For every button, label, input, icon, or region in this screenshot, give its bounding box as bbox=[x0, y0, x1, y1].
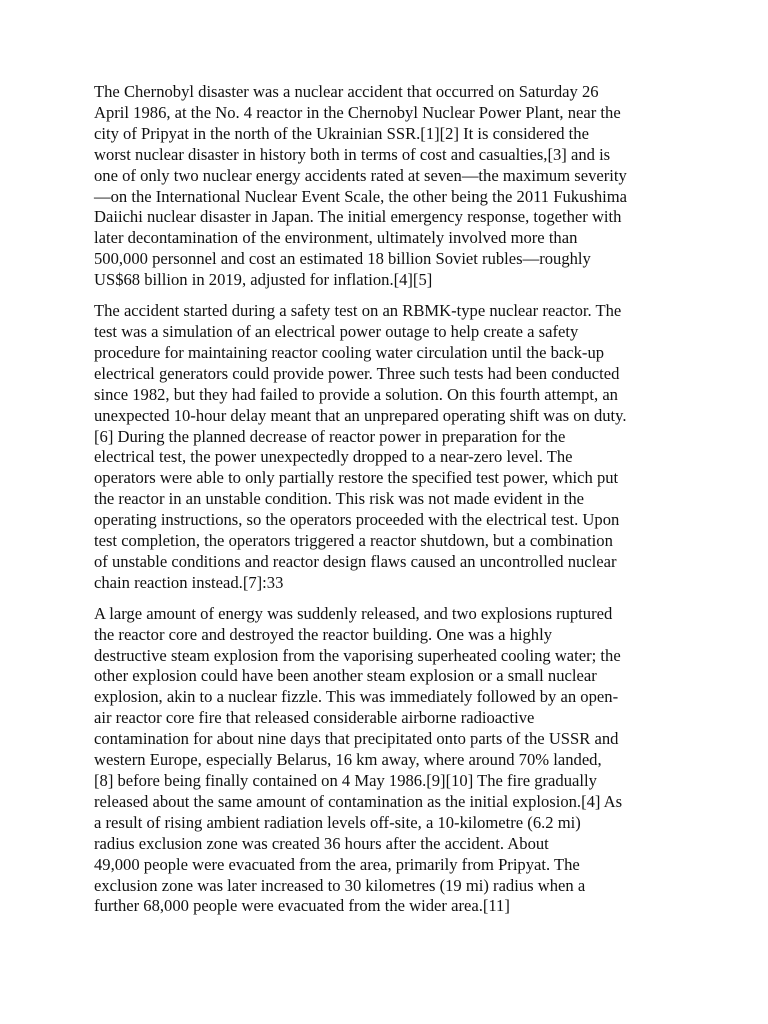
text-line: of unstable conditions and reactor design flaws caused an uncontrolled nuclear bbox=[94, 551, 617, 571]
text-line: since 1982, but they had failed to provide a solution. On this fourth attempt, an bbox=[94, 384, 618, 404]
text-line: later decontamination of the environment, ultimately involved more than bbox=[94, 228, 578, 248]
text-line: electrical test, the power unexpectedly dropped to a near-zero level. The bbox=[94, 447, 573, 467]
text-line: [8] before being finally contained on 4 May 1986.[9][10] The fire gradually bbox=[94, 771, 597, 790]
text-line: procedure for maintaining reactor cooling water circulation until the back-up bbox=[94, 342, 605, 362]
text-line: operators were able to only partially restore the specified test power, which put bbox=[94, 468, 619, 488]
text-line: radius exclusion zone was created 36 hours after the accident. About bbox=[94, 833, 549, 853]
text-line: a result of rising ambient radiation levels off-site, a 10-kilometre (6.2 mi) bbox=[94, 812, 581, 832]
text-line: 49,000 people were evacuated from the area, primarily from Pripyat. The bbox=[94, 854, 580, 874]
text-line: air reactor core fire that released considerable airborne radioactive bbox=[94, 708, 535, 728]
text-line: exclusion zone was later increased to 30 kilometres (19 mi) radius when a bbox=[94, 875, 586, 895]
text-line: chain reaction instead.[7]:33 bbox=[94, 572, 284, 592]
text-line: worst nuclear disaster in history both in terms of cost and casualties,[3] and is bbox=[94, 144, 611, 164]
text-line: [6] During the planned decrease of reactor power in preparation for the bbox=[94, 426, 566, 446]
text-line: test completion, the operators triggered a reactor shutdown, but a combination bbox=[94, 531, 613, 551]
text-line: The accident started during a safety test on an RBMK-type nuclear reactor. The bbox=[94, 301, 622, 321]
text-line: explosion, akin to a nuclear fizzle. This was immediately followed by an open- bbox=[94, 687, 619, 707]
text-line: further 68,000 people were evacuated from the wider area.[11] bbox=[94, 896, 510, 916]
text-line: other explosion could have been another steam explosion or a small nuclear bbox=[94, 666, 597, 686]
text-line: the reactor core and destroyed the reactor building. One was a highly bbox=[94, 624, 552, 644]
document-page bbox=[94, 82, 714, 927]
text-line: Daiichi nuclear disaster in Japan. The initial emergency response, together with bbox=[94, 207, 622, 227]
paragraph-2 bbox=[94, 301, 714, 594]
text-line: April 1986, at the No. 4 reactor in the Chernobyl Nuclear Power Plant, near the bbox=[94, 102, 621, 122]
text-line: The Chernobyl disaster was a nuclear accident that occurred on Saturday 26 bbox=[94, 82, 599, 101]
text-line: one of only two nuclear energy accidents rated at seven—the maximum severity bbox=[94, 165, 627, 185]
paragraph-3 bbox=[94, 604, 714, 918]
text-line: western Europe, especially Belarus, 16 km away, where around 70% landed, bbox=[94, 750, 602, 770]
paragraph-1 bbox=[94, 82, 714, 291]
text-line: US$68 billion in 2019, adjusted for inflation.[4][5] bbox=[94, 270, 433, 290]
text-line: released about the same amount of contamination as the initial explosion.[4] As bbox=[94, 791, 623, 811]
text-line: —on the International Nuclear Event Scale, the other being the 2011 Fukushima bbox=[94, 186, 628, 206]
text-line: destructive steam explosion from the vaporising superheated cooling water; the bbox=[94, 645, 621, 665]
text-line: the reactor in an unstable condition. This risk was not made evident in the bbox=[94, 489, 585, 509]
text-line: A large amount of energy was suddenly released, and two explosions ruptured bbox=[94, 603, 613, 623]
text-line: operating instructions, so the operators proceeded with the electrical test. Upon bbox=[94, 510, 620, 530]
text-line: contamination for about nine days that precipitated onto parts of the USSR and bbox=[94, 729, 619, 749]
text-line: unexpected 10-hour delay meant that an unprepared operating shift was on duty. bbox=[94, 405, 627, 425]
text-line: 500,000 personnel and cost an estimated 18 billion Soviet rubles—roughly bbox=[94, 249, 591, 269]
text-line: city of Pripyat in the north of the Ukrainian SSR.[1][2] It is considered the bbox=[94, 123, 589, 143]
text-line: test was a simulation of an electrical power outage to help create a safety bbox=[94, 321, 579, 341]
text-line: electrical generators could provide power. Three such tests had been conducted bbox=[94, 363, 620, 383]
